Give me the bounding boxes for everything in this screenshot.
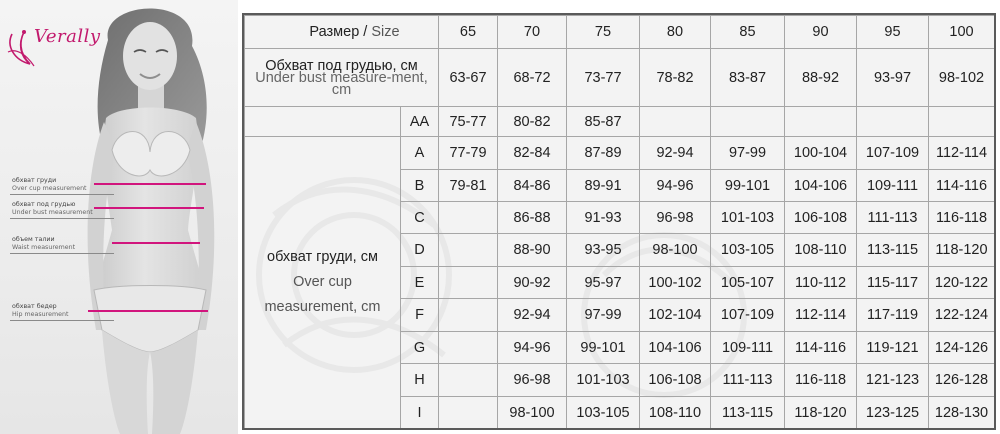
over-cup-cell: 112-114 — [929, 137, 995, 170]
under-bust-row — [245, 49, 995, 107]
over-cup-cell: 105-107 — [711, 267, 785, 299]
measure-label-ru: объем талии — [12, 236, 55, 243]
measure-leader-line — [10, 218, 114, 219]
over-cup-cell: 117-119 — [857, 299, 929, 332]
cup-label-cell: E — [401, 267, 439, 299]
over-cup-cell: 94-96 — [498, 332, 567, 364]
size-header-cell: 90 — [785, 16, 857, 49]
measure-leader-line — [10, 253, 114, 254]
under-bust-label-ru: Обхват под грудью, см — [265, 57, 418, 74]
over-cup-cell — [439, 234, 498, 267]
cup-label-cell: D — [401, 234, 439, 267]
measure-label-en: Waist measurement — [12, 244, 76, 251]
cup-row — [245, 107, 995, 137]
over-cup-cell: 118-120 — [785, 397, 857, 429]
under-bust-cell: 88-92 — [785, 49, 857, 107]
over-cup-cell: 98-100 — [640, 234, 711, 267]
over-cup-cell: 103-105 — [567, 397, 640, 429]
over-cup-label-cell — [245, 137, 401, 429]
cup-label-cell: A — [401, 137, 439, 170]
over-cup-cell: 126-128 — [929, 364, 995, 397]
over-cup-cell: 91-93 — [567, 202, 640, 234]
over-cup-cell: 94-96 — [640, 170, 711, 202]
over-cup-cell: 97-99 — [711, 137, 785, 170]
over-cup-cell: 108-110 — [640, 397, 711, 429]
over-cup-cell — [711, 107, 785, 137]
model-figure — [60, 0, 238, 434]
under-bust-cell: 83-87 — [711, 49, 785, 107]
size-header-cell: 80 — [640, 16, 711, 49]
over-cup-cell: 96-98 — [498, 364, 567, 397]
under-bust-cell: 73-77 — [567, 49, 640, 107]
over-cup-cell: 107-109 — [857, 137, 929, 170]
over-cup-cell: 93-95 — [567, 234, 640, 267]
over-cup-cell: 106-108 — [785, 202, 857, 234]
over-cup-cell: 120-122 — [929, 267, 995, 299]
over-cup-cell: 92-94 — [498, 299, 567, 332]
size-header-row — [245, 16, 995, 49]
under-bust-cell: 93-97 — [857, 49, 929, 107]
over-cup-cell: 101-103 — [567, 364, 640, 397]
over-cup-cell: 85-87 — [567, 107, 640, 137]
over-cup-cell: 122-124 — [929, 299, 995, 332]
over-cup-cell: 113-115 — [711, 397, 785, 429]
over-cup-cell: 75-77 — [439, 107, 498, 137]
over-cup-cell: 80-82 — [498, 107, 567, 137]
cup-row — [245, 137, 995, 170]
size-header-cell: 100 — [929, 16, 995, 49]
over-cup-cell: 114-116 — [785, 332, 857, 364]
size-table-frame — [242, 13, 996, 430]
over-cup-cell: 111-113 — [857, 202, 929, 234]
measure-label-en: Hip measurement — [12, 311, 69, 318]
cup-label-cell: F — [401, 299, 439, 332]
over-cup-cell: 109-111 — [711, 332, 785, 364]
over-cup-cell: 96-98 — [640, 202, 711, 234]
blank-cell — [245, 107, 401, 137]
cup-label-cell: AA — [401, 107, 439, 137]
waist-marker — [112, 242, 200, 244]
size-label-en: Size — [371, 24, 400, 40]
over-cup-cell: 121-123 — [857, 364, 929, 397]
measure-label-en: Under bust measurement — [12, 209, 93, 216]
over-cup-cell — [929, 107, 995, 137]
over-cup-cell: 84-86 — [498, 170, 567, 202]
over-cup-cell: 109-111 — [857, 170, 929, 202]
over-cup-cell: 110-112 — [785, 267, 857, 299]
over-cup-cell: 104-106 — [785, 170, 857, 202]
measure-label-over-cup — [12, 177, 87, 193]
measure-label-waist — [12, 236, 75, 252]
over-cup-cell: 107-109 — [711, 299, 785, 332]
measure-leader-line — [10, 194, 114, 195]
over-cup-cell: 79-81 — [439, 170, 498, 202]
measure-label-ru: обхват под грудью — [12, 201, 76, 208]
under-bust-cell: 68-72 — [498, 49, 567, 107]
size-header-cell: 70 — [498, 16, 567, 49]
over-cup-cell: 82-84 — [498, 137, 567, 170]
over-cup-cell — [439, 299, 498, 332]
over-cup-cell: 112-114 — [785, 299, 857, 332]
over-cup-cell: 116-118 — [929, 202, 995, 234]
over-cup-cell: 102-104 — [640, 299, 711, 332]
over-cup-cell — [439, 397, 498, 429]
under-bust-label-en: Under bust measure-ment, cm — [255, 69, 428, 98]
over-cup-marker — [94, 183, 206, 185]
brand-name: Verally — [34, 26, 101, 47]
size-label-ru: Размер / — [309, 24, 368, 40]
over-cup-cell: 89-91 — [567, 170, 640, 202]
over-cup-cell: 115-117 — [857, 267, 929, 299]
over-cup-cell: 100-104 — [785, 137, 857, 170]
over-cup-cell: 103-105 — [711, 234, 785, 267]
over-cup-cell: 113-115 — [857, 234, 929, 267]
over-cup-cell — [439, 202, 498, 234]
over-cup-cell: 92-94 — [640, 137, 711, 170]
over-cup-cell: 87-89 — [567, 137, 640, 170]
over-cup-cell: 90-92 — [498, 267, 567, 299]
measure-label-ru: обхват груди — [12, 177, 57, 184]
measure-label-en: Over cup measurement — [12, 185, 87, 192]
over-cup-cell: 106-108 — [640, 364, 711, 397]
size-corner-cell — [245, 16, 439, 49]
over-cup-cell: 123-125 — [857, 397, 929, 429]
over-cup-cell: 108-110 — [785, 234, 857, 267]
over-cup-cell: 88-90 — [498, 234, 567, 267]
under-bust-marker — [94, 207, 204, 209]
measure-label-under-bust — [12, 201, 93, 217]
over-cup-cell: 101-103 — [711, 202, 785, 234]
size-header-cell: 95 — [857, 16, 929, 49]
cup-label-cell: B — [401, 170, 439, 202]
hip-marker — [88, 310, 208, 312]
over-cup-cell — [857, 107, 929, 137]
size-table — [244, 15, 995, 429]
over-cup-cell: 124-126 — [929, 332, 995, 364]
over-cup-cell: 86-88 — [498, 202, 567, 234]
size-header-cell: 85 — [711, 16, 785, 49]
under-bust-cell: 78-82 — [640, 49, 711, 107]
measure-label-hip — [12, 303, 68, 319]
over-cup-cell: 99-101 — [711, 170, 785, 202]
over-cup-cell: 116-118 — [785, 364, 857, 397]
over-cup-cell: 118-120 — [929, 234, 995, 267]
over-cup-cell: 98-100 — [498, 397, 567, 429]
under-bust-label-cell — [245, 49, 439, 107]
over-cup-cell — [439, 332, 498, 364]
over-cup-cell: 128-130 — [929, 397, 995, 429]
measure-label-ru: обхват бедер — [12, 303, 57, 310]
under-bust-cell: 63-67 — [439, 49, 498, 107]
size-header-cell: 65 — [439, 16, 498, 49]
over-cup-cell: 95-97 — [567, 267, 640, 299]
over-cup-cell: 114-116 — [929, 170, 995, 202]
over-cup-cell: 111-113 — [711, 364, 785, 397]
cup-label-cell: H — [401, 364, 439, 397]
under-bust-cell: 98-102 — [929, 49, 995, 107]
over-cup-cell: 100-102 — [640, 267, 711, 299]
over-cup-cell — [439, 364, 498, 397]
measure-leader-line — [10, 320, 114, 321]
over-cup-cell — [640, 107, 711, 137]
over-cup-cell: 97-99 — [567, 299, 640, 332]
size-header-cell: 75 — [567, 16, 640, 49]
over-cup-cell: 77-79 — [439, 137, 498, 170]
cup-label-cell: G — [401, 332, 439, 364]
cup-label-cell: C — [401, 202, 439, 234]
over-cup-label-ru: обхват груди, см — [267, 249, 378, 265]
model-photo-panel — [0, 0, 238, 434]
cup-label-cell: I — [401, 397, 439, 429]
over-cup-label-en: Over cup measurement, cm — [264, 274, 381, 315]
over-cup-cell: 104-106 — [640, 332, 711, 364]
over-cup-cell — [785, 107, 857, 137]
over-cup-cell: 99-101 — [567, 332, 640, 364]
over-cup-cell: 119-121 — [857, 332, 929, 364]
over-cup-cell — [439, 267, 498, 299]
